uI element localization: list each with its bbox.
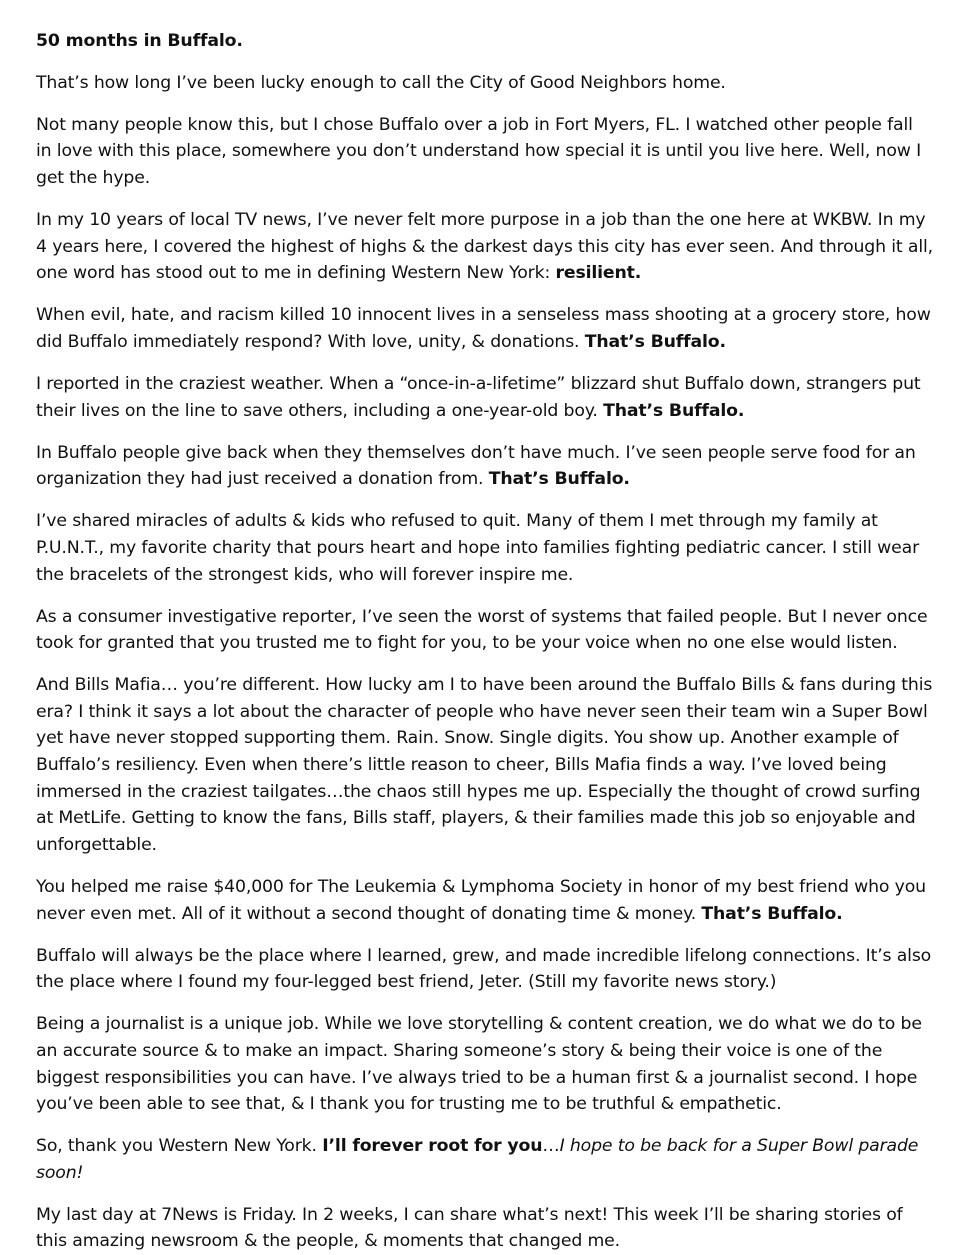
paragraph-13-emphasis: I’ll forever root for you bbox=[322, 1136, 543, 1157]
paragraph-4-emphasis: That’s Buffalo. bbox=[584, 331, 726, 352]
paragraph-3-text: In my 10 years of local TV news, I’ve never felt more purpose in a job than the one here at WKBW. In my 4 years here, I covered the highest of highs & the darkest days this city has ever seen. And through it all, one word has stood out to me in defining Western New York: bbox=[36, 209, 933, 284]
paragraph-3 bbox=[36, 207, 933, 287]
paragraph-6-emphasis: That’s Buffalo. bbox=[488, 469, 630, 490]
paragraph-1: That’s how long I’ve been lucky enough to call the City of Good Neighbors home. bbox=[36, 72, 726, 93]
paragraph-13-italic: I hope to be back for a Super Bowl parade soon! bbox=[36, 1136, 919, 1183]
paragraph-5-emphasis: That’s Buffalo. bbox=[603, 400, 745, 421]
paragraph-14: My last day at 7News is Friday. In 2 weeks, I can share what’s next! This week I’ll be sharing stories of this amazing newsroom & the people, & moments that changed me. bbox=[36, 1204, 903, 1252]
paragraph-8: As a consumer investigative reporter, I’ve seen the worst of systems that failed people. But I never once took for granted that you trusted me to fight for you, to be your voice when no one else would listen. bbox=[36, 606, 928, 654]
paragraph-5-text: I reported in the craziest weather. When a “once-in-a-lifetime” blizzard shut Buffalo down, strangers put their lives on the line to save others, including a one-year-old boy. bbox=[36, 373, 921, 421]
paragraph-2: Not many people know this, but I chose Buffalo over a job in Fort Myers, FL. I watched other people fall in love with this place, somewhere you don’t understand how special it is until you live here. Well, now I get the hype. bbox=[36, 114, 922, 188]
paragraph-4-text: When evil, hate, and racism killed 10 innocent lives in a senseless mass shooting at a grocery store, how did Buffalo immediately respond? With love, unity, & donations. bbox=[36, 305, 931, 352]
paragraph-7: I’ve shared miracles of adults & kids who refused to quit. Many of them I met through my family at P.U.N.T., my favorite charity that pours heart and hope into families fighting pediatric cancer. I still wear the bracelets of the strongest kids, who will forever inspire me. bbox=[36, 511, 920, 585]
paragraph-13-ellipsis: … bbox=[542, 1136, 560, 1157]
paragraph-3-emphasis: resilient. bbox=[555, 263, 642, 284]
paragraph-6 bbox=[36, 440, 933, 493]
paragraph-10-emphasis: That’s Buffalo. bbox=[701, 903, 843, 924]
paragraph-5 bbox=[36, 371, 933, 424]
paragraph-13-text: So, thank you Western New York. bbox=[36, 1136, 323, 1157]
paragraph-11: Buffalo will always be the place where I learned, grew, and made incredible lifelong connections. It’s also the place where I found my four-legged best friend, Jeter. (Still my favorite news story.) bbox=[36, 945, 932, 993]
paragraph-4 bbox=[36, 302, 933, 355]
paragraph-12: Being a journalist is a unique job. While we love storytelling & content creation, we do what we do to be an accurate source & to make an impact. Sharing someone’s story & being their voice is one of the biggest responsibilities you can have. I’ve always tried to be a human first & a journalist second. I hope you’ve been able to see that, & I thank you for trusting me to be truthful & empathetic. bbox=[36, 1014, 922, 1115]
paragraph-13 bbox=[36, 1133, 933, 1186]
title bbox=[36, 28, 933, 55]
paragraph-10-text: You helped me raise $40,000 for The Leukemia & Lymphoma Society in honor of my best friend who you never even met. All of it without a second thought of donating time & money. bbox=[36, 876, 926, 924]
paragraph-9: And Bills Mafia… you’re different. How lucky am I to have been around the Buffalo Bills & fans during this era? I think it says a lot about the character of people who have never seen their team win a Super Bowl yet have never stopped supporting them. Rain. Snow. Single digits. You show up. Another example of Buffalo’s resiliency. Even when there’s little reason to cheer, Bills Mafia finds a way. I’ve loved being immersed in the craziest tailgates…the chaos still hypes me up. Especially the thought of crowd surfing at MetLife. Getting to know the fans, Bills staff, players, & their families made this job so enjoyable and unforgettable. bbox=[36, 675, 933, 855]
paragraph-6-text: In Buffalo people give back when they themselves don’t have much. I’ve seen people serve food for an organization they had just received a donation from. bbox=[36, 442, 916, 490]
paragraph-10 bbox=[36, 874, 933, 927]
title-text: 50 months in Buffalo. bbox=[36, 31, 243, 51]
